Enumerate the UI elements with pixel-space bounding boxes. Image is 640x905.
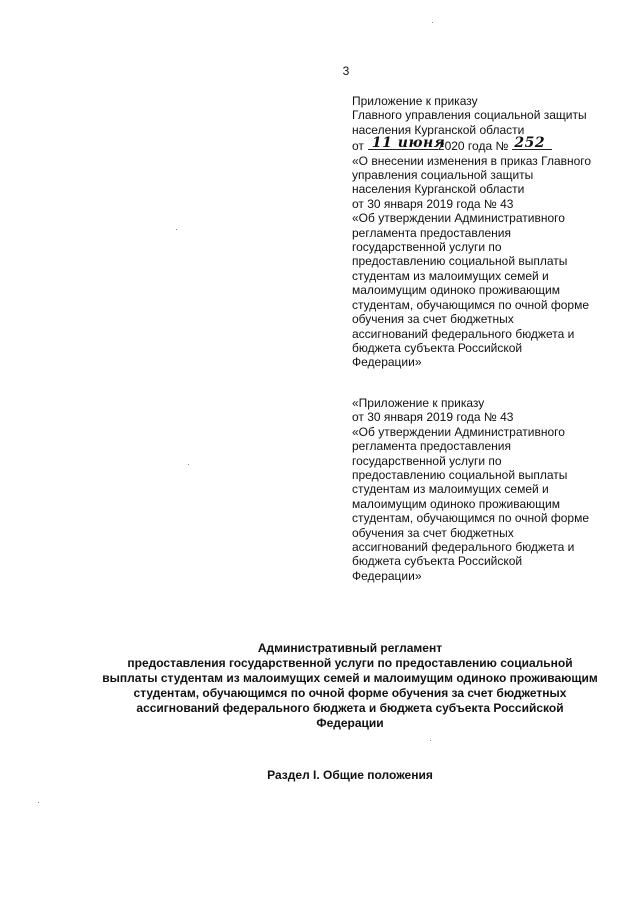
annex-line: малоимущим одиноко проживающим: [352, 496, 560, 511]
annex-order-reference: [352, 94, 622, 370]
title-line: Федерации: [316, 716, 384, 730]
annex-line: студентам, обучающимся по очной форме: [352, 511, 590, 526]
annex-line: предоставлению социальной выплаты: [352, 254, 568, 269]
annex-line: Главного управления социальной защиты: [352, 108, 587, 123]
annex-line: от 30 января 2019 года № 43: [352, 410, 514, 425]
annex-line: «Об утверждении Административного: [352, 424, 565, 439]
date-prefix: от: [352, 139, 364, 154]
title-line: предоставления государственной услуги по предоставлению социальной: [127, 656, 573, 670]
annex-line: регламента предоставления: [352, 225, 511, 240]
annex-line: обучения за счет бюджетных: [352, 525, 514, 540]
annex-original-order: [352, 396, 622, 583]
annex-line: малоимущим одиноко проживающим: [352, 283, 560, 298]
year-text: 2020 года №: [437, 139, 509, 154]
scan-speck: [432, 22, 433, 23]
annex-line: студентам из малоимущих семей и: [352, 268, 549, 283]
scan-speck: [38, 802, 39, 803]
day-blank: [368, 134, 446, 151]
scan-speck: [188, 464, 189, 465]
annex-line: государственной услуги по: [352, 240, 502, 255]
annex-line: «О внесении изменения в приказ Главного: [352, 153, 592, 168]
scan-speck: [176, 229, 177, 230]
title-line: выплаты студентам из малоимущих семей и малоимущим одиноко проживающим: [102, 671, 598, 685]
title-line: ассигнований федерального бюджета и бюджета субъекта Российской: [136, 701, 564, 715]
annex-line: от 30 января 2019 года № 43: [352, 196, 514, 211]
number-blank: [512, 134, 552, 151]
annex-line: «Приложение к приказу: [352, 396, 485, 410]
annex-line: регламента предоставления: [352, 439, 511, 454]
title-line: Административный регламент: [257, 641, 443, 655]
annex-line: Федерации»: [352, 355, 422, 370]
order-date-line: [352, 134, 622, 154]
page-number: 3: [342, 64, 350, 78]
handwritten-day: 11 июня: [371, 134, 446, 151]
annex-line: бюджета субъекта Российской: [352, 554, 523, 569]
annex-line: Федерации»: [352, 568, 422, 583]
annex-line: студентам из малоимущих семей и: [352, 482, 549, 497]
annex-line: ассигнований федерального бюджета и: [352, 326, 575, 341]
document-title: [60, 641, 640, 731]
annex-line: государственной услуги по: [352, 453, 502, 468]
title-line: студентам, обучающимся по очной форме обучения за счет бюджетных: [133, 686, 567, 700]
annex-line: населения Курганской области: [352, 182, 525, 197]
annex-line: «Об утверждении Административного: [352, 211, 565, 226]
annex-line: обучения за счет бюджетных: [352, 312, 514, 327]
annex-line: студентам, обучающимся по очной форме: [352, 297, 590, 312]
annex-line: ассигнований федерального бюджета и: [352, 540, 575, 555]
annex-line: Приложение к приказу: [352, 94, 478, 108]
annex-line: бюджета субъекта Российской: [352, 340, 523, 355]
scan-speck: [430, 740, 431, 741]
annex-line: управления социальной защиты: [352, 168, 534, 183]
section-heading: Раздел I. Общие положения: [267, 768, 433, 782]
handwritten-number: 252: [514, 134, 546, 151]
annex-line: населения Курганской области: [352, 122, 525, 137]
annex-line: предоставлению социальной выплаты: [352, 468, 568, 483]
